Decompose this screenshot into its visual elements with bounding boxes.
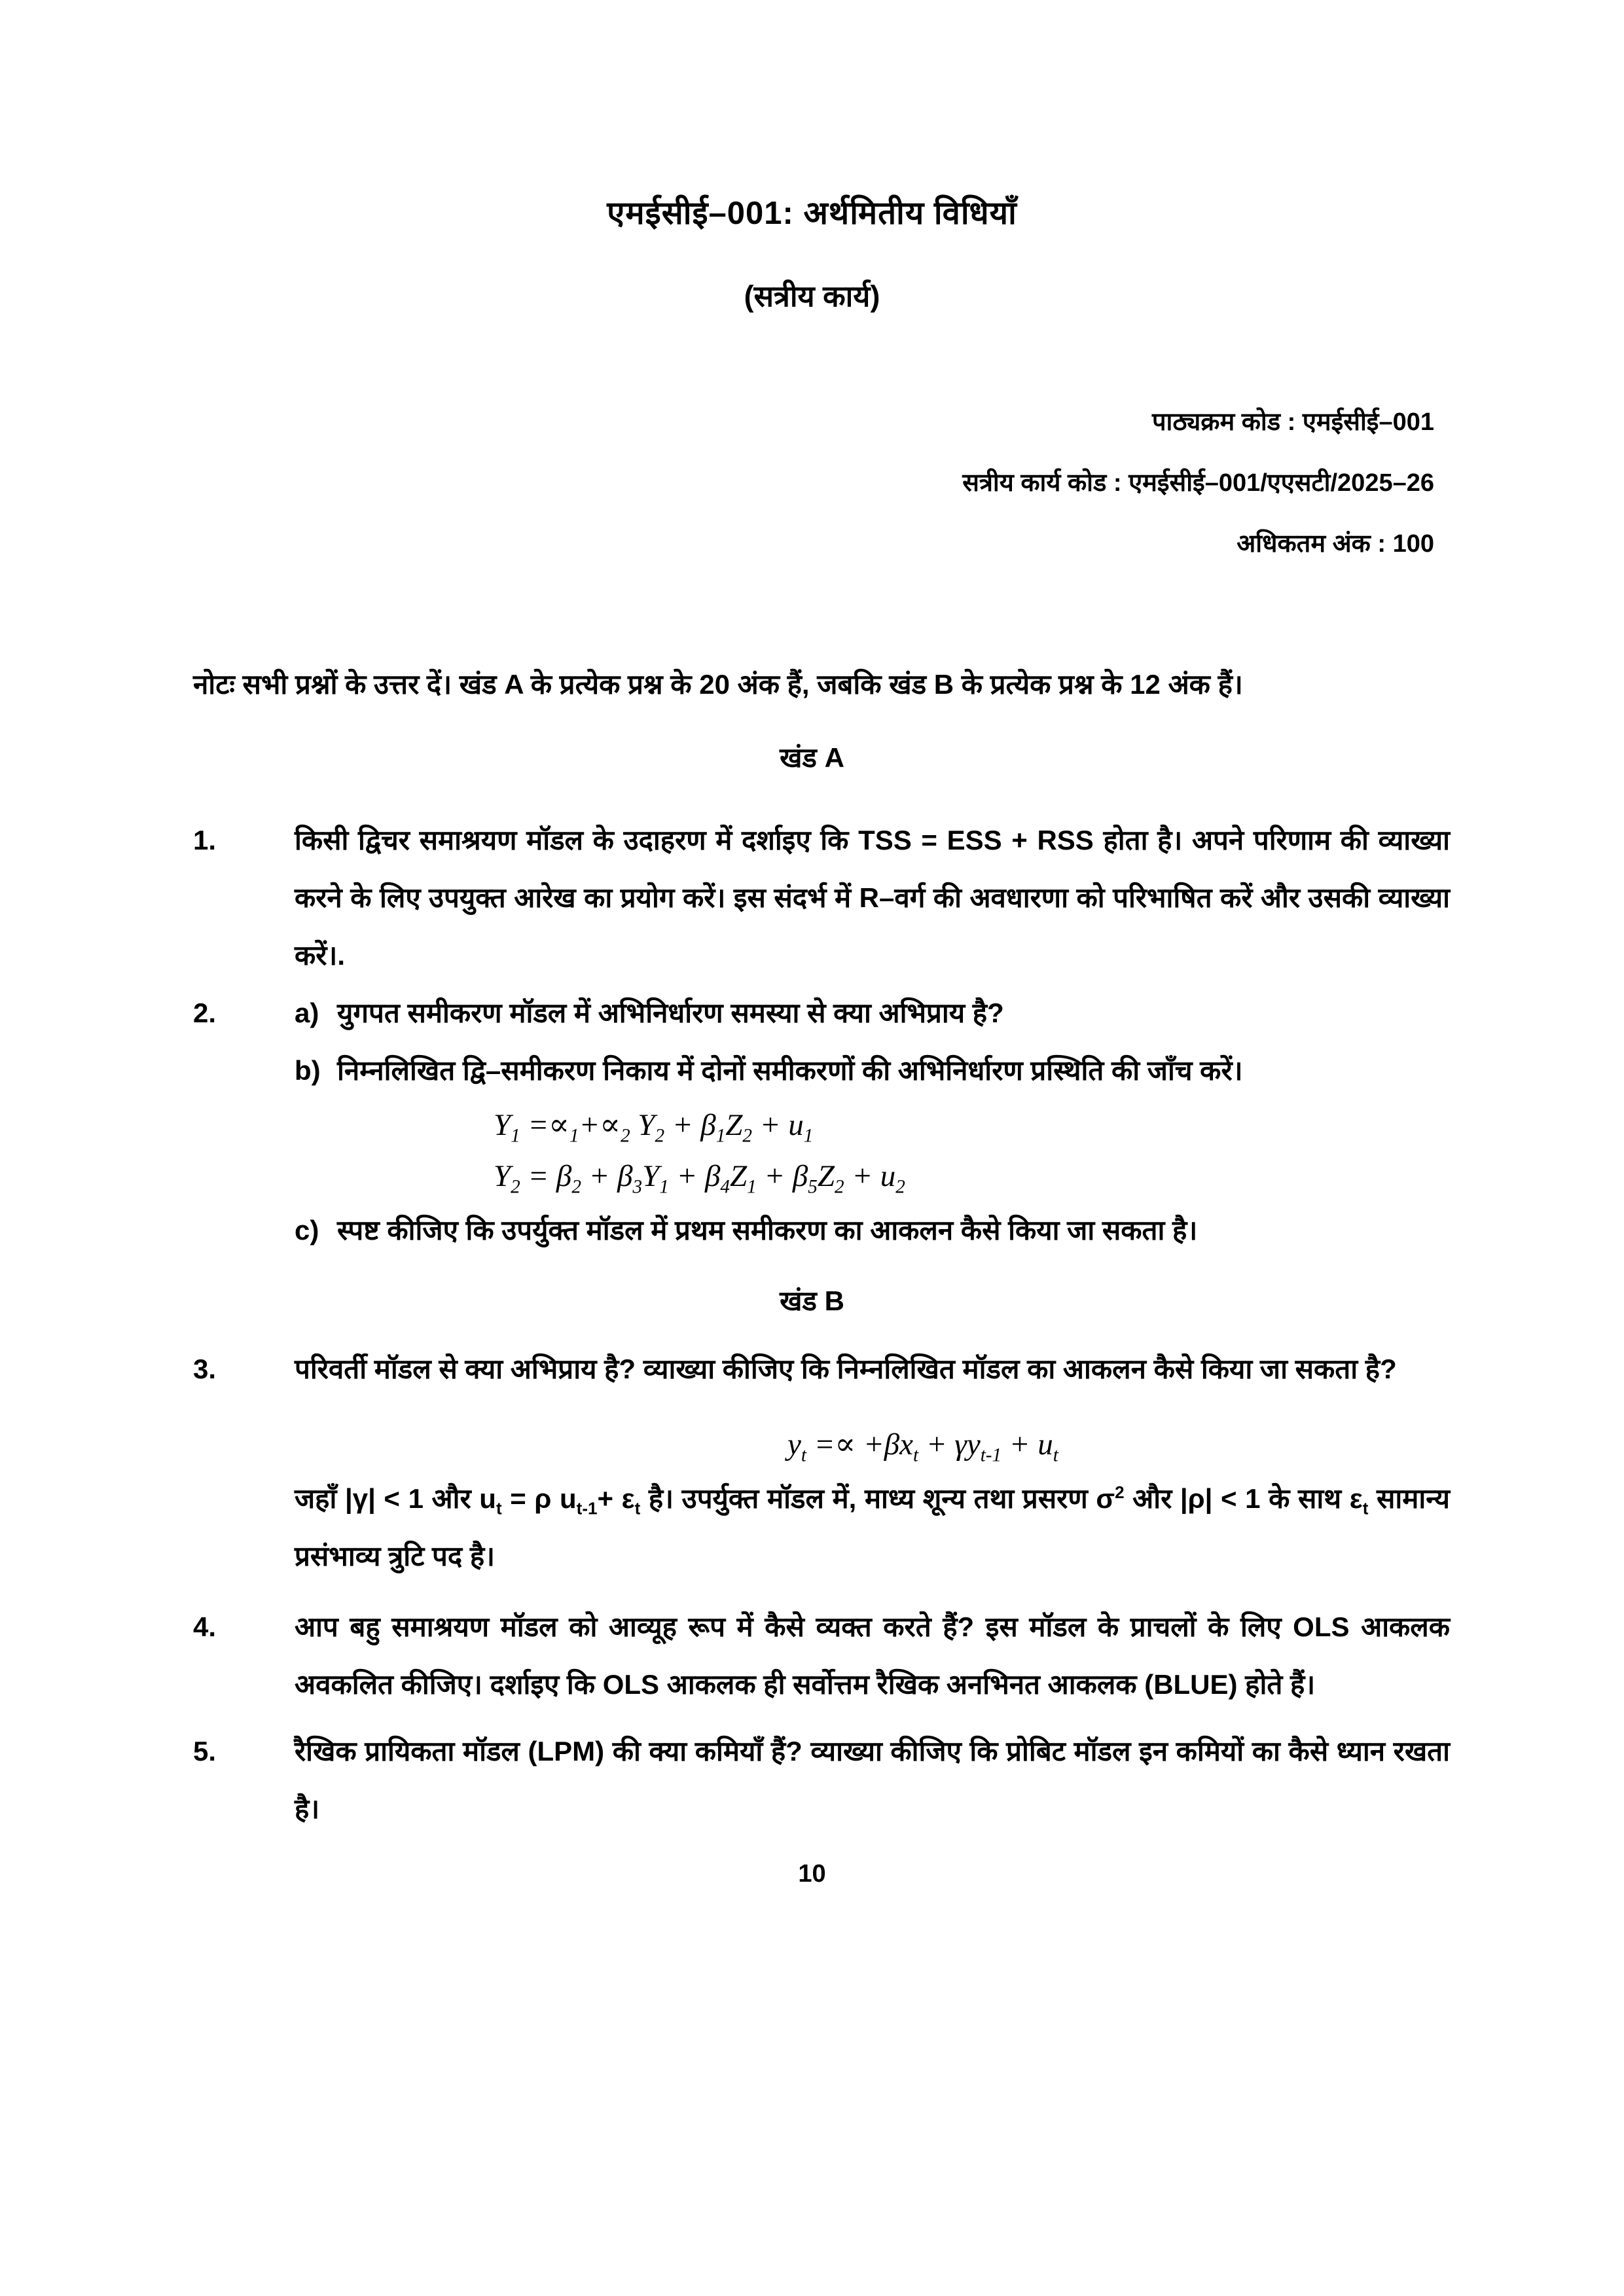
equation-yt: $y_t =\propto +\beta x_t + \gamma y_{t-1} + u_t$ — [787, 1427, 1058, 1466]
question-4-text: आप बहु समाश्रयण मॉडल को आव्यूह रूप में कैसे व्यक्त करते हैं? इस मॉडल के प्राचलों के लिए OLS आकलक अवकलित कीजिए। दर्शाइए कि OLS आकलक ही सर्वोत्तम रैखिक अनभिनत आकलक (BLUE) होते हैं। — [295, 1611, 1450, 1700]
course-code-line: पाठ्यक्रम कोड : एमईसीई–001 — [1151, 408, 1434, 437]
question-2b — [295, 1042, 1450, 1100]
page-number: 10 — [798, 1860, 826, 1888]
question-3-number: 3. — [193, 1354, 217, 1385]
question-2a-text: युगपत समीकरण मॉडल में अभिनिर्धारण समस्या से क्या अभिप्राय है? — [337, 997, 1004, 1029]
equation-y2: $Y_2 = \beta_2 + \beta_3Y_1 + \beta_4Z_1 + \beta_5Z_2 + u_2$ — [494, 1159, 905, 1198]
question-3-condition-text: जहाँ |γ| < 1 और $u_t = \rho$ $u_{t-1}+ \varepsilon_t$ है। उपर्युक्त मॉडल में, माध्य शून्य तथा प्रसरण $\sigma^2$ और |ρ| < 1 के साथ $\varepsilon_t$ सामान्य प्रसंभाव्य त्रुटि पद है। — [295, 1482, 1450, 1572]
question-2 — [193, 984, 1450, 1259]
question-2-equations — [494, 1100, 1450, 1202]
instructions-note: नोटः सभी प्रश्नों के उत्तर दें। खंड A के प्रत्येक प्रश्न के 20 अंक हैं, जबकि खंड B के प्रत्येक प्रश्न के 12 अंक हैं। — [193, 669, 1243, 700]
question-4 — [193, 1598, 1450, 1713]
equation-y1: $Y_1 =\propto_1+\propto_2$ $Y_2 + \beta_1Z_2 + u_1$ — [494, 1108, 814, 1147]
section-a-heading: खंड A — [780, 742, 844, 774]
question-4-number: 4. — [193, 1611, 217, 1643]
question-2c-text: स्पष्ट कीजिए कि उपर्युक्त मॉडल में प्रथम समीकरण का आकलन कैसे किया जा सकता है। — [337, 1215, 1198, 1246]
question-2-body — [295, 984, 1450, 1259]
question-2a-label: a) — [295, 997, 319, 1029]
question-5-number: 5. — [193, 1736, 217, 1767]
question-3-body — [295, 1340, 1450, 1585]
question-2a — [295, 984, 1450, 1042]
page-title: एमईसीई–001: अर्थमितीय विधियाँ — [607, 196, 1017, 231]
question-1 — [193, 812, 1450, 984]
page-subtitle: (सत्रीय कार्य) — [744, 279, 880, 313]
question-1-text: किसी द्विचर समाश्रयण मॉडल के उदाहरण में दर्शाइए कि TSS = ESS + RSS होता है। अपने परिणाम की व्याख्या करने के लिए उपयुक्त आरेख का प्रयोग करें। इस संदर्भ में R–वर्ग की अवधारणा को परिभाषित करें और उसकी व्याख्या करें।. — [295, 825, 1450, 971]
question-2c-label: c) — [295, 1215, 319, 1246]
questions-list-b — [193, 1340, 1450, 1838]
question-5-text: रैखिक प्रायिकता मॉडल (LPM) की क्या कमियाँ हैं? व्याख्या कीजिए कि प्रोबिट मॉडल इन कमियों का कैसे ध्यान रखता है। — [295, 1736, 1450, 1825]
meta-block — [0, 392, 1434, 575]
question-1-number: 1. — [193, 825, 217, 856]
questions-list — [193, 812, 1450, 1259]
section-b-heading: खंड B — [780, 1285, 844, 1317]
question-3-text: परिवर्ती मॉडल से क्या अभिप्राय है? व्याख्या कीजिए कि निम्नलिखित मॉडल का आकलन कैसे किया जा सकता है? — [295, 1354, 1397, 1385]
question-2b-label: b) — [295, 1055, 321, 1086]
question-2c — [295, 1202, 1450, 1259]
question-2b-text: निम्नलिखित द्वि–समीकरण निकाय में दोनों समीकरणों की अभिनिर्धारण प्रस्थिति की जाँच करें। — [337, 1055, 1243, 1086]
max-marks-line: अधिकतम अंक : 100 — [1236, 530, 1434, 558]
assignment-code-line: सत्रीय कार्य कोड : एमईसीई–001/एएसटी/2025–26 — [962, 469, 1434, 497]
question-5 — [193, 1723, 1450, 1838]
question-3 — [193, 1340, 1450, 1585]
question-2-number: 2. — [193, 997, 217, 1029]
